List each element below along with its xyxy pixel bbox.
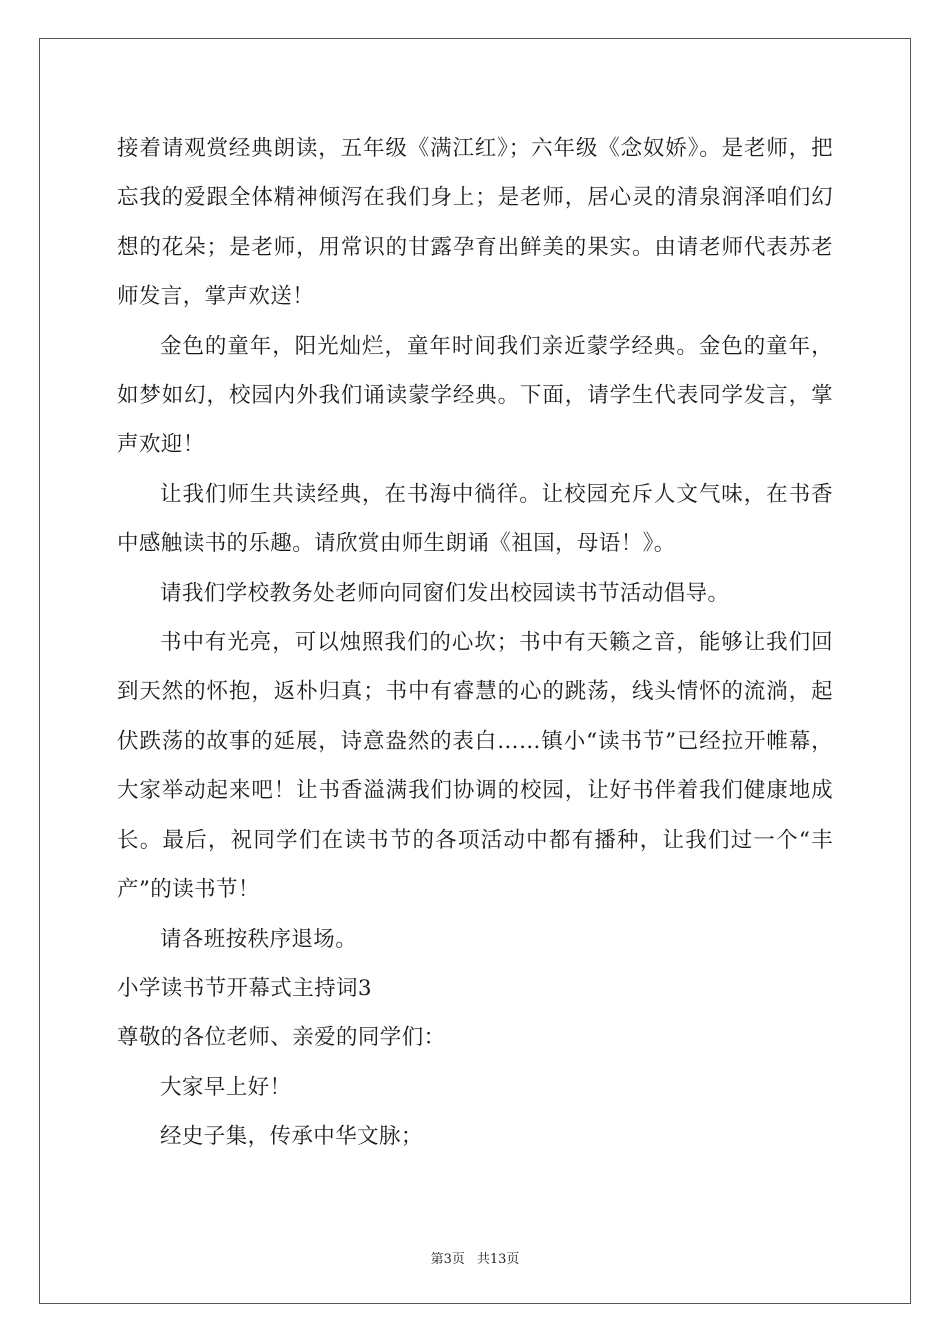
paragraph-1: 接着请观赏经典朗读，五年级《满江红》；六年级《念奴娇》。是老师，把忘我的爱跟全体精神倾泻在我们身上；是老师，居心灵的清泉润泽咱们幻想的花朵；是老师，用常识的甘露孕育出鲜美的果实。由请老师代表苏老师发言，掌声欢送！ [117,136,833,310]
salutation: 尊敬的各位老师、亲爱的同学们： [117,1025,446,1051]
document-body [117,124,833,1162]
paragraph-greeting: 大家早上好！ [160,1074,292,1100]
page-footer [0,1248,950,1267]
total-pages: 共13页 [476,1252,520,1267]
section-heading: 小学读书节开幕式主持词3 [117,975,372,1001]
paragraph-3: 让我们师生共读经典，在书海中徜徉。让校园充斥人文气味，在书香中感触读书的乐趣。请欣赏由师生朗诵《祖国，母语！》。 [117,481,833,557]
paragraph-last: 经史子集，传承中华文脉； [160,1124,423,1150]
page-number: 第3页 [430,1252,465,1267]
paragraph-6: 请各班按秩序退场。 [160,926,358,952]
paragraph-5: 书中有光亮，可以烛照我们的心坎；书中有天籁之音，能够让我们回到天然的怀抱，返朴归真；书中有睿慧的心的跳荡，线头情怀的流淌，起伏跌荡的故事的延展，诗意盎然的表白……镇小“读书节”已经拉开帷幕，大家举动起来吧！让书香溢满我们协调的校园，让好书伴着我们健康地成长。最后，祝同学们在读书节的各项活动中都有播种，让我们过一个“丰产”的读书节！ [117,630,833,903]
paragraph-2: 金色的童年，阳光灿烂，童年时间我们亲近蒙学经典。金色的童年，如梦如幻，校园内外我们诵读蒙学经典。下面，请学生代表同学发言，掌声欢迎！ [117,333,833,458]
paragraph-4: 请我们学校教务处老师向同窗们发出校园读书节活动倡导。 [160,580,730,606]
